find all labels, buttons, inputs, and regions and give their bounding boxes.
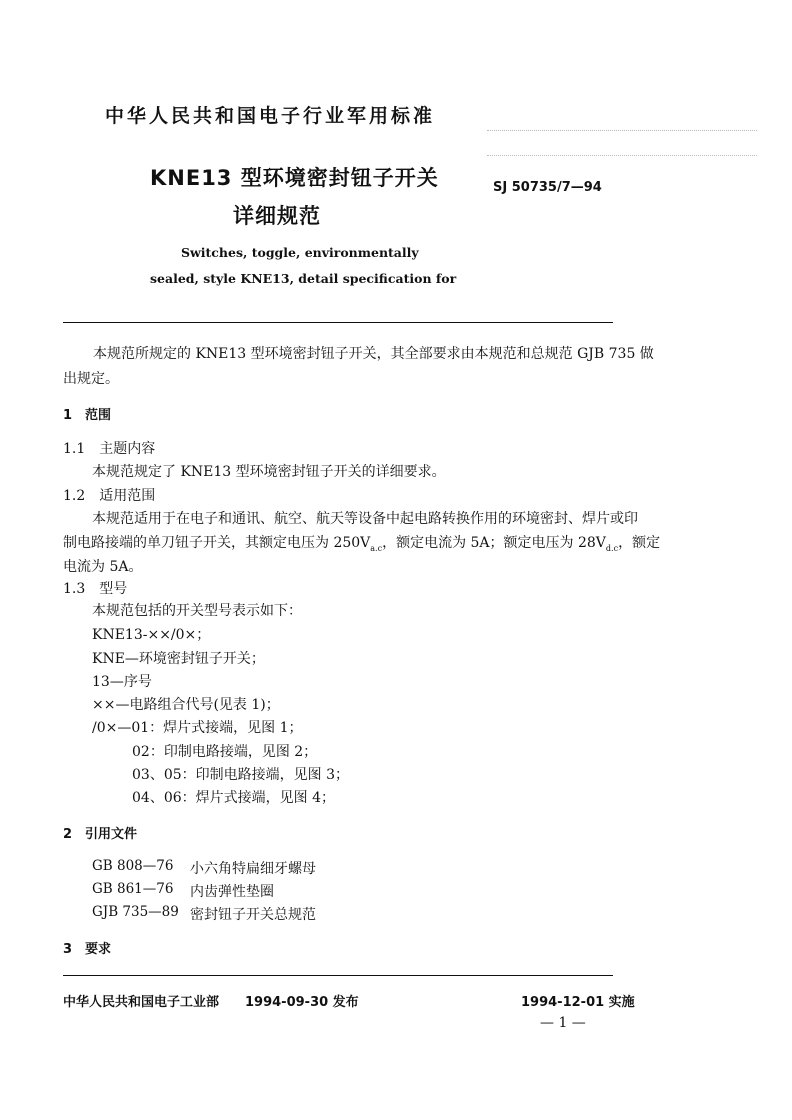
section-heading: 1 范围 — [63, 408, 112, 423]
reference-title: 小六角特扁细牙螺母 — [190, 861, 316, 877]
text-run: 制电路接端的单刀钮子开关，其额定电压为 250V — [63, 535, 371, 551]
page-number: — 1 — — [540, 1015, 586, 1031]
list-item: /0×—01：焊片式接端，见图 1； — [92, 720, 303, 736]
paragraph-line: 电流为 5A。 — [63, 559, 143, 575]
reference-code: GB 861—76 — [92, 881, 174, 897]
footer-rule — [63, 975, 613, 976]
list-subitem: 04、06：焊片式接端，见图 4； — [132, 790, 335, 806]
subsection-heading: 1.3 型号 — [63, 581, 128, 597]
section-heading: 2 引用文件 — [63, 827, 138, 842]
issue-date: 1994-09-30 发布 — [245, 995, 359, 1010]
list-item: 13—序号 — [92, 674, 152, 690]
list-subitem: 02：印制电路接端，见图 2； — [132, 744, 318, 760]
list-item: KNE—环境密封钮子开关； — [92, 651, 265, 667]
list-subitem: 03、05：印制电路接端，见图 3； — [132, 767, 349, 783]
issuer: 中华人民共和国电子工业部 — [63, 995, 220, 1010]
paragraph-line: 本规范适用于在电子和通讯、航空、航天等设备中起电路转换作用的环境密封、焊片或印 — [92, 511, 638, 527]
subsection-heading: 1.2 适用范围 — [63, 488, 156, 504]
subscript: a.c — [370, 543, 383, 553]
list-item: ××—电路组合代号(见表 1)； — [92, 697, 280, 713]
divider — [487, 130, 757, 131]
text-run: ，额定电流为 5A；额定电压为 28V — [382, 535, 606, 551]
document-subtitle: 详细规范 — [233, 204, 321, 228]
standard-category: 中华人民共和国电子行业军用标准 — [105, 105, 436, 127]
divider — [487, 155, 757, 156]
reference-code: GB 808—76 — [92, 858, 174, 874]
intro-line2: 出规定。 — [63, 371, 119, 387]
effective-date: 1994-12-01 实施 — [521, 995, 635, 1010]
reference-title: 密封钮子开关总规范 — [190, 907, 316, 923]
intro-line1: 本规范所规定的 KNE13 型环境密封钮子开关，其全部要求由本规范和总规范 GJB 735 做 — [93, 346, 654, 362]
reference-title: 内齿弹性垫圈 — [190, 884, 274, 900]
reference-code: GJB 735—89 — [92, 904, 179, 920]
text-run: ，额定 — [618, 535, 661, 551]
list-item: 本规范包括的开关型号表示如下： — [92, 603, 302, 619]
document-title: KNE13 型环境密封钮子开关 — [150, 166, 439, 190]
english-title-line2: sealed, style KNE13, detail specification for — [150, 271, 457, 286]
subscript: d.c — [605, 543, 619, 553]
list-item: KNE13-××/0×； — [92, 627, 211, 643]
header-rule — [63, 322, 613, 323]
paragraph-line — [63, 532, 660, 553]
paragraph: 本规范规定了 KNE13 型环境密封钮子开关的详细要求。 — [92, 464, 446, 480]
section-heading: 3 要求 — [63, 942, 112, 957]
subsection-heading: 1.1 主题内容 — [63, 441, 156, 457]
standard-number: SJ 50735/7—94 — [493, 180, 602, 195]
english-title-line1: Switches, toggle, environmentally — [181, 245, 419, 260]
